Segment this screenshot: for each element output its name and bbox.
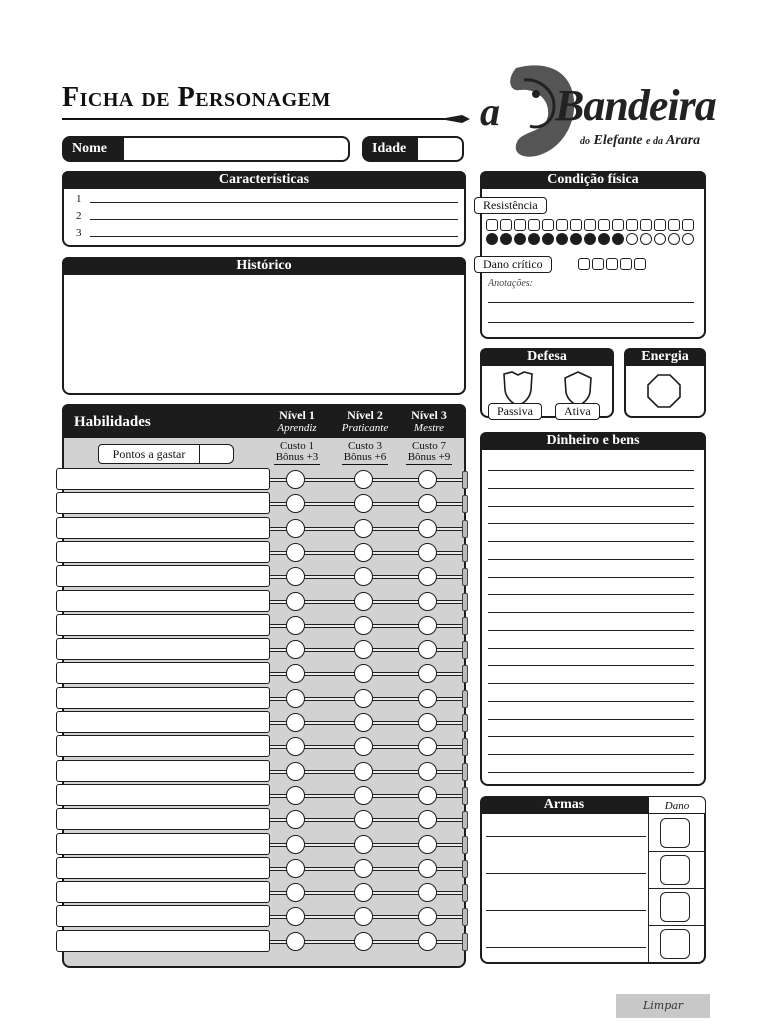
skill-track-end: [462, 738, 468, 756]
anotacoes-line[interactable]: [488, 322, 694, 323]
dano-box[interactable]: [660, 929, 690, 959]
skill-level-1-circle[interactable]: [286, 664, 305, 683]
dinheiro-bens-line[interactable]: [488, 701, 694, 702]
skill-row: [56, 492, 468, 516]
skill-row: [56, 760, 468, 784]
skill-level-2-circle[interactable]: [354, 932, 373, 951]
skill-level-3-circle[interactable]: [418, 883, 437, 902]
skill-track-end: [462, 690, 468, 708]
skill-level-3-circle[interactable]: [418, 713, 437, 732]
skill-level-2-circle[interactable]: [354, 786, 373, 805]
resistencia-square[interactable]: [654, 219, 666, 231]
historico-header: Histórico: [62, 257, 466, 275]
skill-level-2-circle[interactable]: [354, 689, 373, 708]
skill-level-3-circle[interactable]: [418, 592, 437, 611]
skill-level-3-circle[interactable]: [418, 519, 437, 538]
skill-row: [56, 541, 468, 565]
anotacoes-label: Anotações:: [488, 278, 533, 289]
dinheiro-bens-line[interactable]: [488, 470, 694, 471]
skill-level-1-circle[interactable]: [286, 592, 305, 611]
caracteristica-number: 1: [76, 193, 82, 205]
nivel-1-bonus-text: Bônus +3: [275, 451, 319, 463]
idade-label: Idade: [362, 136, 418, 162]
resistencia-dot[interactable]: [584, 233, 596, 245]
skill-level-3-circle[interactable]: [418, 762, 437, 781]
skill-level-1-circle[interactable]: [286, 810, 305, 829]
skill-level-1-circle[interactable]: [286, 519, 305, 538]
skill-level-2-circle[interactable]: [354, 543, 373, 562]
skill-level-3-circle[interactable]: [418, 543, 437, 562]
dinheiro-bens-line[interactable]: [488, 559, 694, 560]
skill-level-3-circle[interactable]: [418, 786, 437, 805]
skill-level-3-circle[interactable]: [418, 664, 437, 683]
energia-gem-icon[interactable]: [646, 373, 682, 409]
passiva-label: Passiva: [488, 403, 542, 420]
skill-level-2-circle[interactable]: [354, 810, 373, 829]
skill-track-end: [462, 641, 468, 659]
skill-level-1-circle[interactable]: [286, 932, 305, 951]
dinheiro-bens-line[interactable]: [488, 488, 694, 489]
skill-row: [56, 905, 468, 929]
dinheiro-bens-line[interactable]: [488, 772, 694, 773]
arma-line[interactable]: [486, 836, 646, 837]
skill-track-end: [462, 568, 468, 586]
nivel-3-header: [394, 409, 464, 434]
resistencia-dot[interactable]: [682, 233, 694, 245]
skill-track-end: [462, 908, 468, 926]
dano-critico-squares: [578, 258, 646, 270]
skill-name-input[interactable]: [56, 930, 270, 952]
skill-level-2-circle[interactable]: [354, 470, 373, 489]
skill-level-1-circle[interactable]: [286, 762, 305, 781]
nivel-3-cost: [399, 441, 459, 465]
skill-track-end: [462, 763, 468, 781]
resistencia-square[interactable]: [584, 219, 596, 231]
limpar-button[interactable]: Limpar: [616, 994, 710, 1018]
nivel-2-header: [330, 409, 400, 434]
dinheiro-bens-line[interactable]: [488, 523, 694, 524]
dinheiro-bens-line[interactable]: [488, 736, 694, 737]
skill-level-3-circle[interactable]: [418, 616, 437, 635]
skill-row: [56, 614, 468, 638]
nivel-1-header: [262, 409, 332, 434]
caracteristica-line-1[interactable]: [76, 193, 458, 205]
arma-row-divider: [648, 925, 706, 926]
anotacoes-line[interactable]: [488, 302, 694, 303]
caracteristica-line-3[interactable]: [76, 227, 458, 239]
dano-critico-square[interactable]: [634, 258, 646, 270]
skill-row: [56, 930, 468, 954]
dano-critico-square[interactable]: [620, 258, 632, 270]
pontos-a-gastar-label: Pontos a gastar: [98, 444, 200, 464]
dano-critico-square[interactable]: [578, 258, 590, 270]
skill-row: [56, 711, 468, 735]
skill-name-input[interactable]: [56, 735, 270, 757]
skill-level-1-circle[interactable]: [286, 689, 305, 708]
resistencia-square[interactable]: [612, 219, 624, 231]
skill-level-3-circle[interactable]: [418, 932, 437, 951]
defesa-header: Defesa: [480, 348, 614, 366]
dinheiro-bens-line[interactable]: [488, 648, 694, 649]
skill-row: [56, 808, 468, 832]
skill-row: [56, 881, 468, 905]
skill-row: [56, 662, 468, 686]
resistencia-square[interactable]: [640, 219, 652, 231]
dinheiro-bens-line[interactable]: [488, 506, 694, 507]
skill-name-input[interactable]: [56, 662, 270, 684]
dinheiro-bens-line[interactable]: [488, 719, 694, 720]
skill-level-1-circle[interactable]: [286, 470, 305, 489]
skill-level-1-circle[interactable]: [286, 494, 305, 513]
resistencia-dot[interactable]: [542, 233, 554, 245]
dinheiro-bens-line[interactable]: [488, 754, 694, 755]
skill-name-input[interactable]: [56, 614, 270, 636]
page-title: Ficha de Personagem: [62, 82, 331, 113]
resistencia-square[interactable]: [528, 219, 540, 231]
skill-name-input[interactable]: [56, 760, 270, 782]
skill-row: [56, 517, 468, 541]
logo-sub-elefante: Elefante: [593, 133, 643, 148]
resistencia-dot[interactable]: [514, 233, 526, 245]
logo-wordmark: Bandeira: [555, 81, 716, 130]
skill-level-2-circle[interactable]: [354, 907, 373, 926]
dinheiro-bens-line[interactable]: [488, 594, 694, 595]
dano-box[interactable]: [660, 892, 690, 922]
skill-row: [56, 565, 468, 589]
nivel-3-bonus-text: Bônus +9: [407, 451, 451, 463]
skill-row: [56, 687, 468, 711]
arma-line[interactable]: [486, 910, 646, 911]
nivel-2-cost: [335, 441, 395, 465]
logo-letter-a: a: [480, 89, 500, 134]
skill-level-3-circle[interactable]: [418, 567, 437, 586]
skill-track-end: [462, 714, 468, 732]
skill-name-input[interactable]: [56, 711, 270, 733]
habilidades-title: Habilidades: [74, 414, 151, 430]
title-rule: [62, 118, 462, 120]
dano-critico-square[interactable]: [606, 258, 618, 270]
dano-critico-label: Dano crítico: [474, 256, 552, 273]
nivel-3-cost-text: Custo 7: [412, 440, 446, 452]
skill-row: [56, 833, 468, 857]
resistencia-dot[interactable]: [640, 233, 652, 245]
skill-level-3-circle[interactable]: [418, 689, 437, 708]
skill-level-2-circle[interactable]: [354, 713, 373, 732]
resistencia-square[interactable]: [668, 219, 680, 231]
ativa-label: Ativa: [555, 403, 600, 420]
nome-label: Nome: [62, 136, 124, 162]
skill-level-1-circle[interactable]: [286, 567, 305, 586]
skill-track-end: [462, 836, 468, 854]
logo-sub-mid: e da: [646, 136, 663, 147]
skill-level-3-circle[interactable]: [418, 907, 437, 926]
dinheiro-bens-line[interactable]: [488, 612, 694, 613]
skill-level-2-circle[interactable]: [354, 737, 373, 756]
skill-track-end: [462, 811, 468, 829]
skill-level-2-circle[interactable]: [354, 835, 373, 854]
skill-level-1-circle[interactable]: [286, 835, 305, 854]
resistencia-dot[interactable]: [654, 233, 666, 245]
dinheiro-bens-line[interactable]: [488, 665, 694, 666]
skill-row: [56, 468, 468, 492]
caracteristica-number: 3: [76, 227, 82, 239]
skill-level-3-circle[interactable]: [418, 494, 437, 513]
skill-row: [56, 857, 468, 881]
resistencia-square[interactable]: [486, 219, 498, 231]
resistencia-square[interactable]: [514, 219, 526, 231]
skill-level-2-circle[interactable]: [354, 519, 373, 538]
arma-line[interactable]: [486, 947, 646, 948]
skill-track-end: [462, 665, 468, 683]
skill-name-input[interactable]: [56, 565, 270, 587]
nivel-3-name: Nível 3: [411, 408, 447, 422]
caracteristica-number: 2: [76, 210, 82, 222]
dinheiro-bens-line[interactable]: [488, 683, 694, 684]
skill-level-3-circle[interactable]: [418, 810, 437, 829]
skill-track-end: [462, 617, 468, 635]
skill-name-input[interactable]: [56, 517, 270, 539]
dinheiro-bens-line[interactable]: [488, 541, 694, 542]
logo-sub-prefix: do: [580, 136, 590, 147]
nivel-2-name: Nível 2: [347, 408, 383, 422]
nivel-1-cost-text: Custo 1: [280, 440, 314, 452]
resistencia-square[interactable]: [598, 219, 610, 231]
skill-row: [56, 784, 468, 808]
resistencia-dot[interactable]: [626, 233, 638, 245]
logo-sub-arara: Arara: [665, 133, 701, 148]
skill-name-input[interactable]: [56, 590, 270, 612]
skill-level-2-circle[interactable]: [354, 567, 373, 586]
nivel-2-cost-text: Custo 3: [348, 440, 382, 452]
skill-name-input[interactable]: [56, 905, 270, 927]
resistencia-dot[interactable]: [598, 233, 610, 245]
skill-name-input[interactable]: [56, 857, 270, 879]
arma-row-divider: [648, 851, 706, 852]
resistencia-square[interactable]: [542, 219, 554, 231]
dano-header: Dano: [648, 796, 706, 814]
skill-level-1-circle[interactable]: [286, 737, 305, 756]
nivel-3-sub: Mestre: [413, 422, 445, 434]
skill-level-3-circle[interactable]: [418, 640, 437, 659]
skill-level-1-circle[interactable]: [286, 543, 305, 562]
skill-name-input[interactable]: [56, 638, 270, 660]
skill-level-1-circle[interactable]: [286, 640, 305, 659]
resistencia-square[interactable]: [556, 219, 568, 231]
resistencia-dot[interactable]: [570, 233, 582, 245]
skill-row: [56, 638, 468, 662]
caracteristica-line-2[interactable]: [76, 210, 458, 222]
condicao-fisica-header: Condição física: [480, 171, 706, 189]
resistencia-dot[interactable]: [668, 233, 680, 245]
resistencia-dot[interactable]: [486, 233, 498, 245]
title-rule-ornament: [440, 114, 470, 124]
nivel-1-sub: Aprendiz: [277, 422, 317, 434]
skill-level-2-circle[interactable]: [354, 592, 373, 611]
idade-input[interactable]: [418, 136, 464, 162]
skill-track-end: [462, 520, 468, 538]
resistencia-dot[interactable]: [612, 233, 624, 245]
resistencia-dots: [486, 233, 694, 245]
nivel-2-sub: Praticante: [341, 422, 389, 434]
resistencia-square[interactable]: [626, 219, 638, 231]
nivel-1-name: Nível 1: [279, 408, 315, 422]
dano-box[interactable]: [660, 818, 690, 848]
resistencia-square[interactable]: [500, 219, 512, 231]
dano-box[interactable]: [660, 855, 690, 885]
skill-level-2-circle[interactable]: [354, 494, 373, 513]
nivel-2-bonus-text: Bônus +6: [343, 451, 387, 463]
caracteristicas-panel: [62, 189, 466, 247]
nivel-1-cost: [267, 441, 327, 465]
resistencia-dot[interactable]: [556, 233, 568, 245]
skill-name-input[interactable]: [56, 833, 270, 855]
skill-level-1-circle[interactable]: [286, 786, 305, 805]
armas-header: Armas: [480, 796, 648, 814]
skill-row: [56, 590, 468, 614]
skill-level-1-circle[interactable]: [286, 859, 305, 878]
skill-track-end: [462, 593, 468, 611]
logo-subtitle: [580, 133, 700, 149]
skill-level-1-circle[interactable]: [286, 713, 305, 732]
skill-level-2-circle[interactable]: [354, 762, 373, 781]
skill-track-end: [462, 933, 468, 951]
skill-track-end: [462, 495, 468, 513]
skill-name-input[interactable]: [56, 881, 270, 903]
energia-header: Energia: [624, 348, 706, 366]
dinheiro-bens-line[interactable]: [488, 630, 694, 631]
resistencia-dot[interactable]: [500, 233, 512, 245]
resistencia-dot[interactable]: [528, 233, 540, 245]
caracteristicas-header: Características: [62, 171, 466, 189]
resistencia-label: Resistência: [474, 197, 547, 214]
skill-track-end: [462, 544, 468, 562]
skill-level-2-circle[interactable]: [354, 859, 373, 878]
skill-level-3-circle[interactable]: [418, 737, 437, 756]
dinheiro-bens-header: Dinheiro e bens: [480, 432, 706, 450]
skill-name-input[interactable]: [56, 808, 270, 830]
skill-name-input[interactable]: [56, 687, 270, 709]
resistencia-square[interactable]: [682, 219, 694, 231]
arma-line[interactable]: [486, 873, 646, 874]
skill-track-end: [462, 860, 468, 878]
skill-level-3-circle[interactable]: [418, 470, 437, 489]
dano-critico-square[interactable]: [592, 258, 604, 270]
skill-level-2-circle[interactable]: [354, 883, 373, 902]
resistencia-squares: [486, 219, 694, 231]
skill-name-input[interactable]: [56, 541, 270, 563]
skill-name-input[interactable]: [56, 784, 270, 806]
skill-level-2-circle[interactable]: [354, 664, 373, 683]
skill-level-2-circle[interactable]: [354, 616, 373, 635]
skill-level-1-circle[interactable]: [286, 907, 305, 926]
skill-row: [56, 735, 468, 759]
skill-track-end: [462, 884, 468, 902]
arma-row-divider: [648, 888, 706, 889]
nome-input[interactable]: [124, 136, 350, 162]
skill-level-3-circle[interactable]: [418, 835, 437, 854]
skill-level-2-circle[interactable]: [354, 640, 373, 659]
skill-track-end: [462, 787, 468, 805]
dinheiro-bens-line[interactable]: [488, 577, 694, 578]
skill-name-input[interactable]: [56, 492, 270, 514]
pontos-a-gastar-input[interactable]: [200, 444, 234, 464]
skill-level-3-circle[interactable]: [418, 859, 437, 878]
skill-level-1-circle[interactable]: [286, 616, 305, 635]
skill-level-1-circle[interactable]: [286, 883, 305, 902]
skill-name-input[interactable]: [56, 468, 270, 490]
resistencia-square[interactable]: [570, 219, 582, 231]
historico-textarea[interactable]: [62, 275, 466, 395]
skill-track-end: [462, 471, 468, 489]
